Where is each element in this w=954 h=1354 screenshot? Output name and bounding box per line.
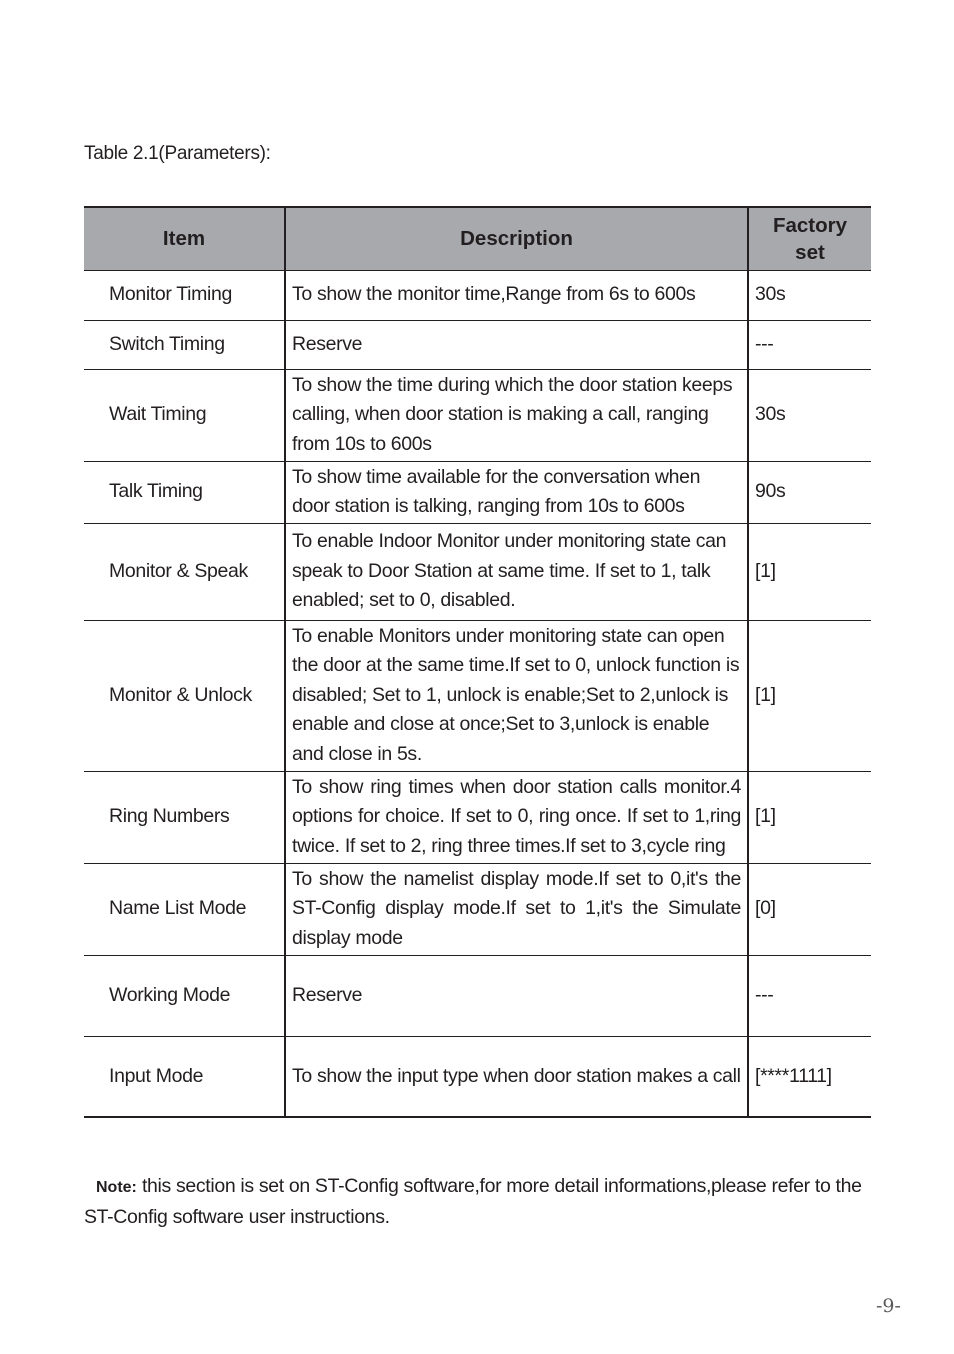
row-factory-set: [1] bbox=[748, 771, 871, 863]
table-row bbox=[84, 771, 871, 863]
row-item: Switch Timing bbox=[84, 320, 285, 369]
row-item: Wait Timing bbox=[84, 369, 285, 461]
table-row bbox=[84, 863, 871, 955]
table-row bbox=[84, 369, 871, 461]
parameters-table bbox=[84, 206, 871, 1118]
row-description: To enable Indoor Monitor under monitoring state can speak to Door Station at same time. If set to 1, talk enabled; set to 0, disabled. bbox=[285, 523, 748, 620]
header-item: Item bbox=[84, 207, 285, 270]
table-row bbox=[84, 270, 871, 320]
row-factory-set: --- bbox=[748, 955, 871, 1036]
table-caption: Table 2.1(Parameters): bbox=[84, 143, 271, 164]
note-label: Note: bbox=[96, 1179, 137, 1196]
row-factory-set: [1] bbox=[748, 523, 871, 620]
row-description: To show the monitor time,Range from 6s to 600s bbox=[285, 270, 748, 320]
row-factory-set: 30s bbox=[748, 369, 871, 461]
table-row bbox=[84, 1036, 871, 1117]
row-item: Monitor Timing bbox=[84, 270, 285, 320]
table-row bbox=[84, 620, 871, 771]
table-header-row bbox=[84, 207, 871, 270]
row-factory-set: [0] bbox=[748, 863, 871, 955]
header-factory-line2: set bbox=[795, 240, 825, 264]
row-item: Monitor & Speak bbox=[84, 523, 285, 620]
row-factory-set: 30s bbox=[748, 270, 871, 320]
row-description: Reserve bbox=[285, 955, 748, 1036]
header-factory-set bbox=[748, 207, 871, 270]
row-item: Ring Numbers bbox=[84, 771, 285, 863]
row-item: Talk Timing bbox=[84, 461, 285, 523]
table-row bbox=[84, 461, 871, 523]
table-row bbox=[84, 523, 871, 620]
row-description: Reserve bbox=[285, 320, 748, 369]
row-factory-set: --- bbox=[748, 320, 871, 369]
row-item: Monitor & Unlock bbox=[84, 620, 285, 771]
header-description: Description bbox=[285, 207, 748, 270]
table-row bbox=[84, 320, 871, 369]
table-row bbox=[84, 955, 871, 1036]
note-paragraph bbox=[84, 1172, 874, 1232]
row-description: To show the input type when door station makes a call bbox=[285, 1036, 748, 1117]
row-factory-set: [****1111] bbox=[748, 1036, 871, 1117]
row-description: To show time available for the conversation when door station is talking, ranging from 10s to 600s bbox=[285, 461, 748, 523]
row-factory-set: [1] bbox=[748, 620, 871, 771]
row-factory-set: 90s bbox=[748, 461, 871, 523]
row-description: To show the time during which the door station keeps calling, when door station is making a call, ranging from 10s to 600s bbox=[285, 369, 748, 461]
row-description: To show the namelist display mode.If set to 0,it's the ST-Config display mode.If set to 1,it's the Simulate display mode bbox=[285, 863, 748, 955]
row-description: To show ring times when door station calls monitor.4 options for choice. If set to 0, ring once. If set to 1,ring twice. If set to 2, ring three times.If set to 3,cycle ring bbox=[285, 771, 748, 863]
row-item: Input Mode bbox=[84, 1036, 285, 1117]
row-description: To enable Monitors under monitoring state can open the door at the same time.If set to 0, unlock function is disabled; Set to 1, unlock is enable;Set to 2,unlock is enable and close at once;Set to 3,unlock is enable and close in 5s. bbox=[285, 620, 748, 771]
note-text: this section is set on ST-Config software,for more detail informations,please refer to the ST-Config software user instructions. bbox=[84, 1175, 862, 1228]
row-item: Working Mode bbox=[84, 955, 285, 1036]
row-item: Name List Mode bbox=[84, 863, 285, 955]
header-factory-line1: Factory bbox=[772, 213, 848, 237]
page-number: -9- bbox=[876, 1295, 901, 1317]
